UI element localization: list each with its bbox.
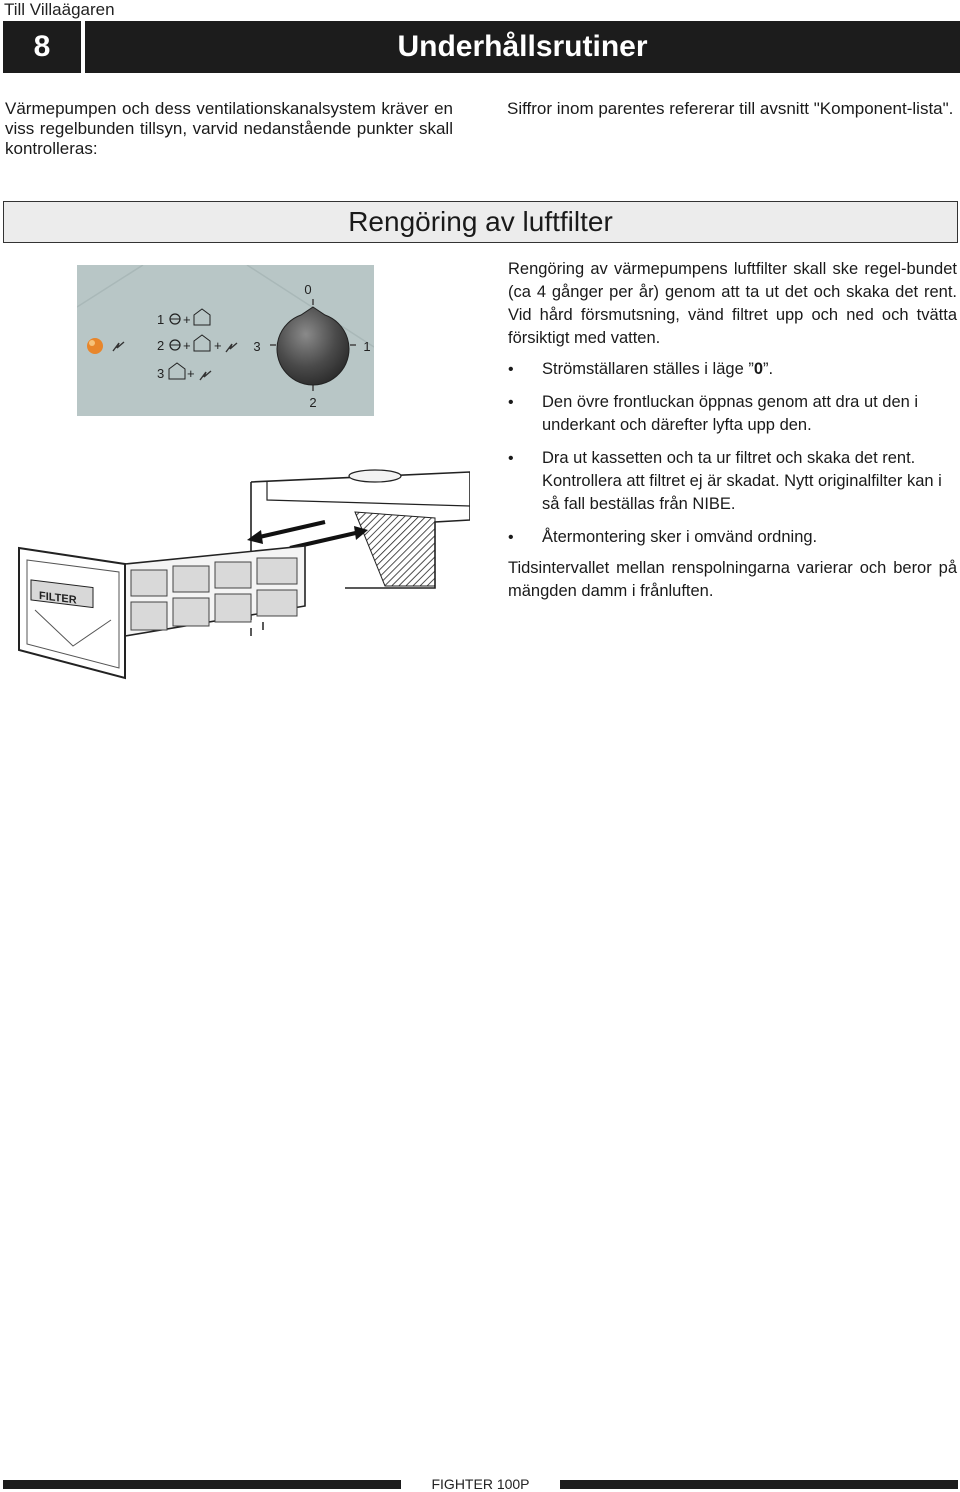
house-heat-icon <box>194 335 210 351</box>
filter-cell <box>173 598 209 626</box>
filter-cell <box>215 594 251 622</box>
dial-label-2: 2 <box>309 395 317 410</box>
dial-label-3: 3 <box>253 339 261 354</box>
list-item: • Dra ut kassetten och ta ur filtret och skaka det rent. Kontrollera att filtret ej är skadat. Nytt originalfilter kan i så fall beställas från NIBE. <box>508 447 957 516</box>
list-item-text: Strömställaren ställes i läge ” <box>542 360 754 378</box>
instructions-list <box>508 358 957 549</box>
section-heading: Rengöring av luftfilter <box>3 201 958 243</box>
filter-drawer-illustration <box>15 460 470 682</box>
intro-right-text: Siffror inom parentes refererar till avsnitt "Komponent-lista". <box>507 99 954 118</box>
lamp-highlight <box>89 340 95 346</box>
control-panel-svg <box>77 265 374 416</box>
switch-position: 0 <box>753 360 764 378</box>
footer-model: FIGHTER 100P <box>431 1476 530 1492</box>
list-item <box>508 358 957 381</box>
filter-label: FILTER <box>39 589 77 607</box>
instructions-paragraph: Rengöring av värmepumpens luftfilter skall ske regel-bundet (ca 4 gånger per år) genom att ta ut det och skaka det rent. Vid hård försmutsning, vänd filtret upp och ned och tvätta försiktigt med vatten. <box>508 260 957 347</box>
plus-sign: + <box>187 366 195 381</box>
row-label-2: 2 <box>157 338 165 353</box>
arrow-head <box>247 530 263 544</box>
lightning-icon <box>226 343 237 352</box>
footer-bar-right <box>560 1480 958 1489</box>
filter-cell <box>257 590 297 616</box>
filter-opening <box>355 512 435 586</box>
filter-cell <box>215 562 251 588</box>
plus-sign: + <box>183 338 191 353</box>
drawer-front <box>19 548 125 678</box>
panel-line <box>77 265 143 307</box>
chapter-number: 8 <box>33 30 51 63</box>
list-item: • Den övre frontluckan öppnas genom att dra ut den i underkant och därefter lyfta upp den. <box>508 391 957 437</box>
control-panel-illustration <box>77 265 374 416</box>
unit-housing-ledge <box>267 482 470 506</box>
closing-paragraph: Tidsintervallet mellan renspolningarna varierar och beror på mängden damm i frånluften. <box>508 559 957 600</box>
pull-arrow <box>255 522 325 538</box>
indicator-lamp-icon <box>87 338 103 354</box>
selector-dial <box>277 307 349 385</box>
row-label-1: 1 <box>157 312 165 327</box>
row-label-3: 3 <box>157 366 165 381</box>
lightning-icon <box>200 371 211 380</box>
list-item-text: ”. <box>763 360 774 378</box>
dial-label-0: 0 <box>304 282 312 297</box>
list-item: • Återmontering sker i omvänd ordning. <box>508 526 957 549</box>
duct-collar <box>349 470 401 482</box>
instructions-column <box>508 258 957 603</box>
dial-label-1: 1 <box>363 339 371 354</box>
filter-cell <box>173 566 209 592</box>
house-heat-icon <box>194 309 210 325</box>
filter-cell <box>131 570 167 596</box>
running-head: Till Villaägaren <box>4 0 115 19</box>
filter-cell <box>131 602 167 630</box>
insert-arrow <box>290 532 360 548</box>
plus-sign: + <box>214 338 222 353</box>
chapter-title: Underhållsrutiner <box>397 30 648 63</box>
intro-left-text: Värmepumpen och dess ventilationskanalsystem kräver en viss regelbunden tillsyn, varvid nedanstående punkter skall kontrolleras: <box>5 99 453 158</box>
lightning-icon <box>113 342 124 351</box>
house-heat-icon <box>169 363 185 379</box>
plus-sign: + <box>183 312 191 327</box>
filter-cell <box>257 558 297 584</box>
footer-bar-left <box>3 1480 401 1489</box>
chapter-bar <box>3 21 960 73</box>
